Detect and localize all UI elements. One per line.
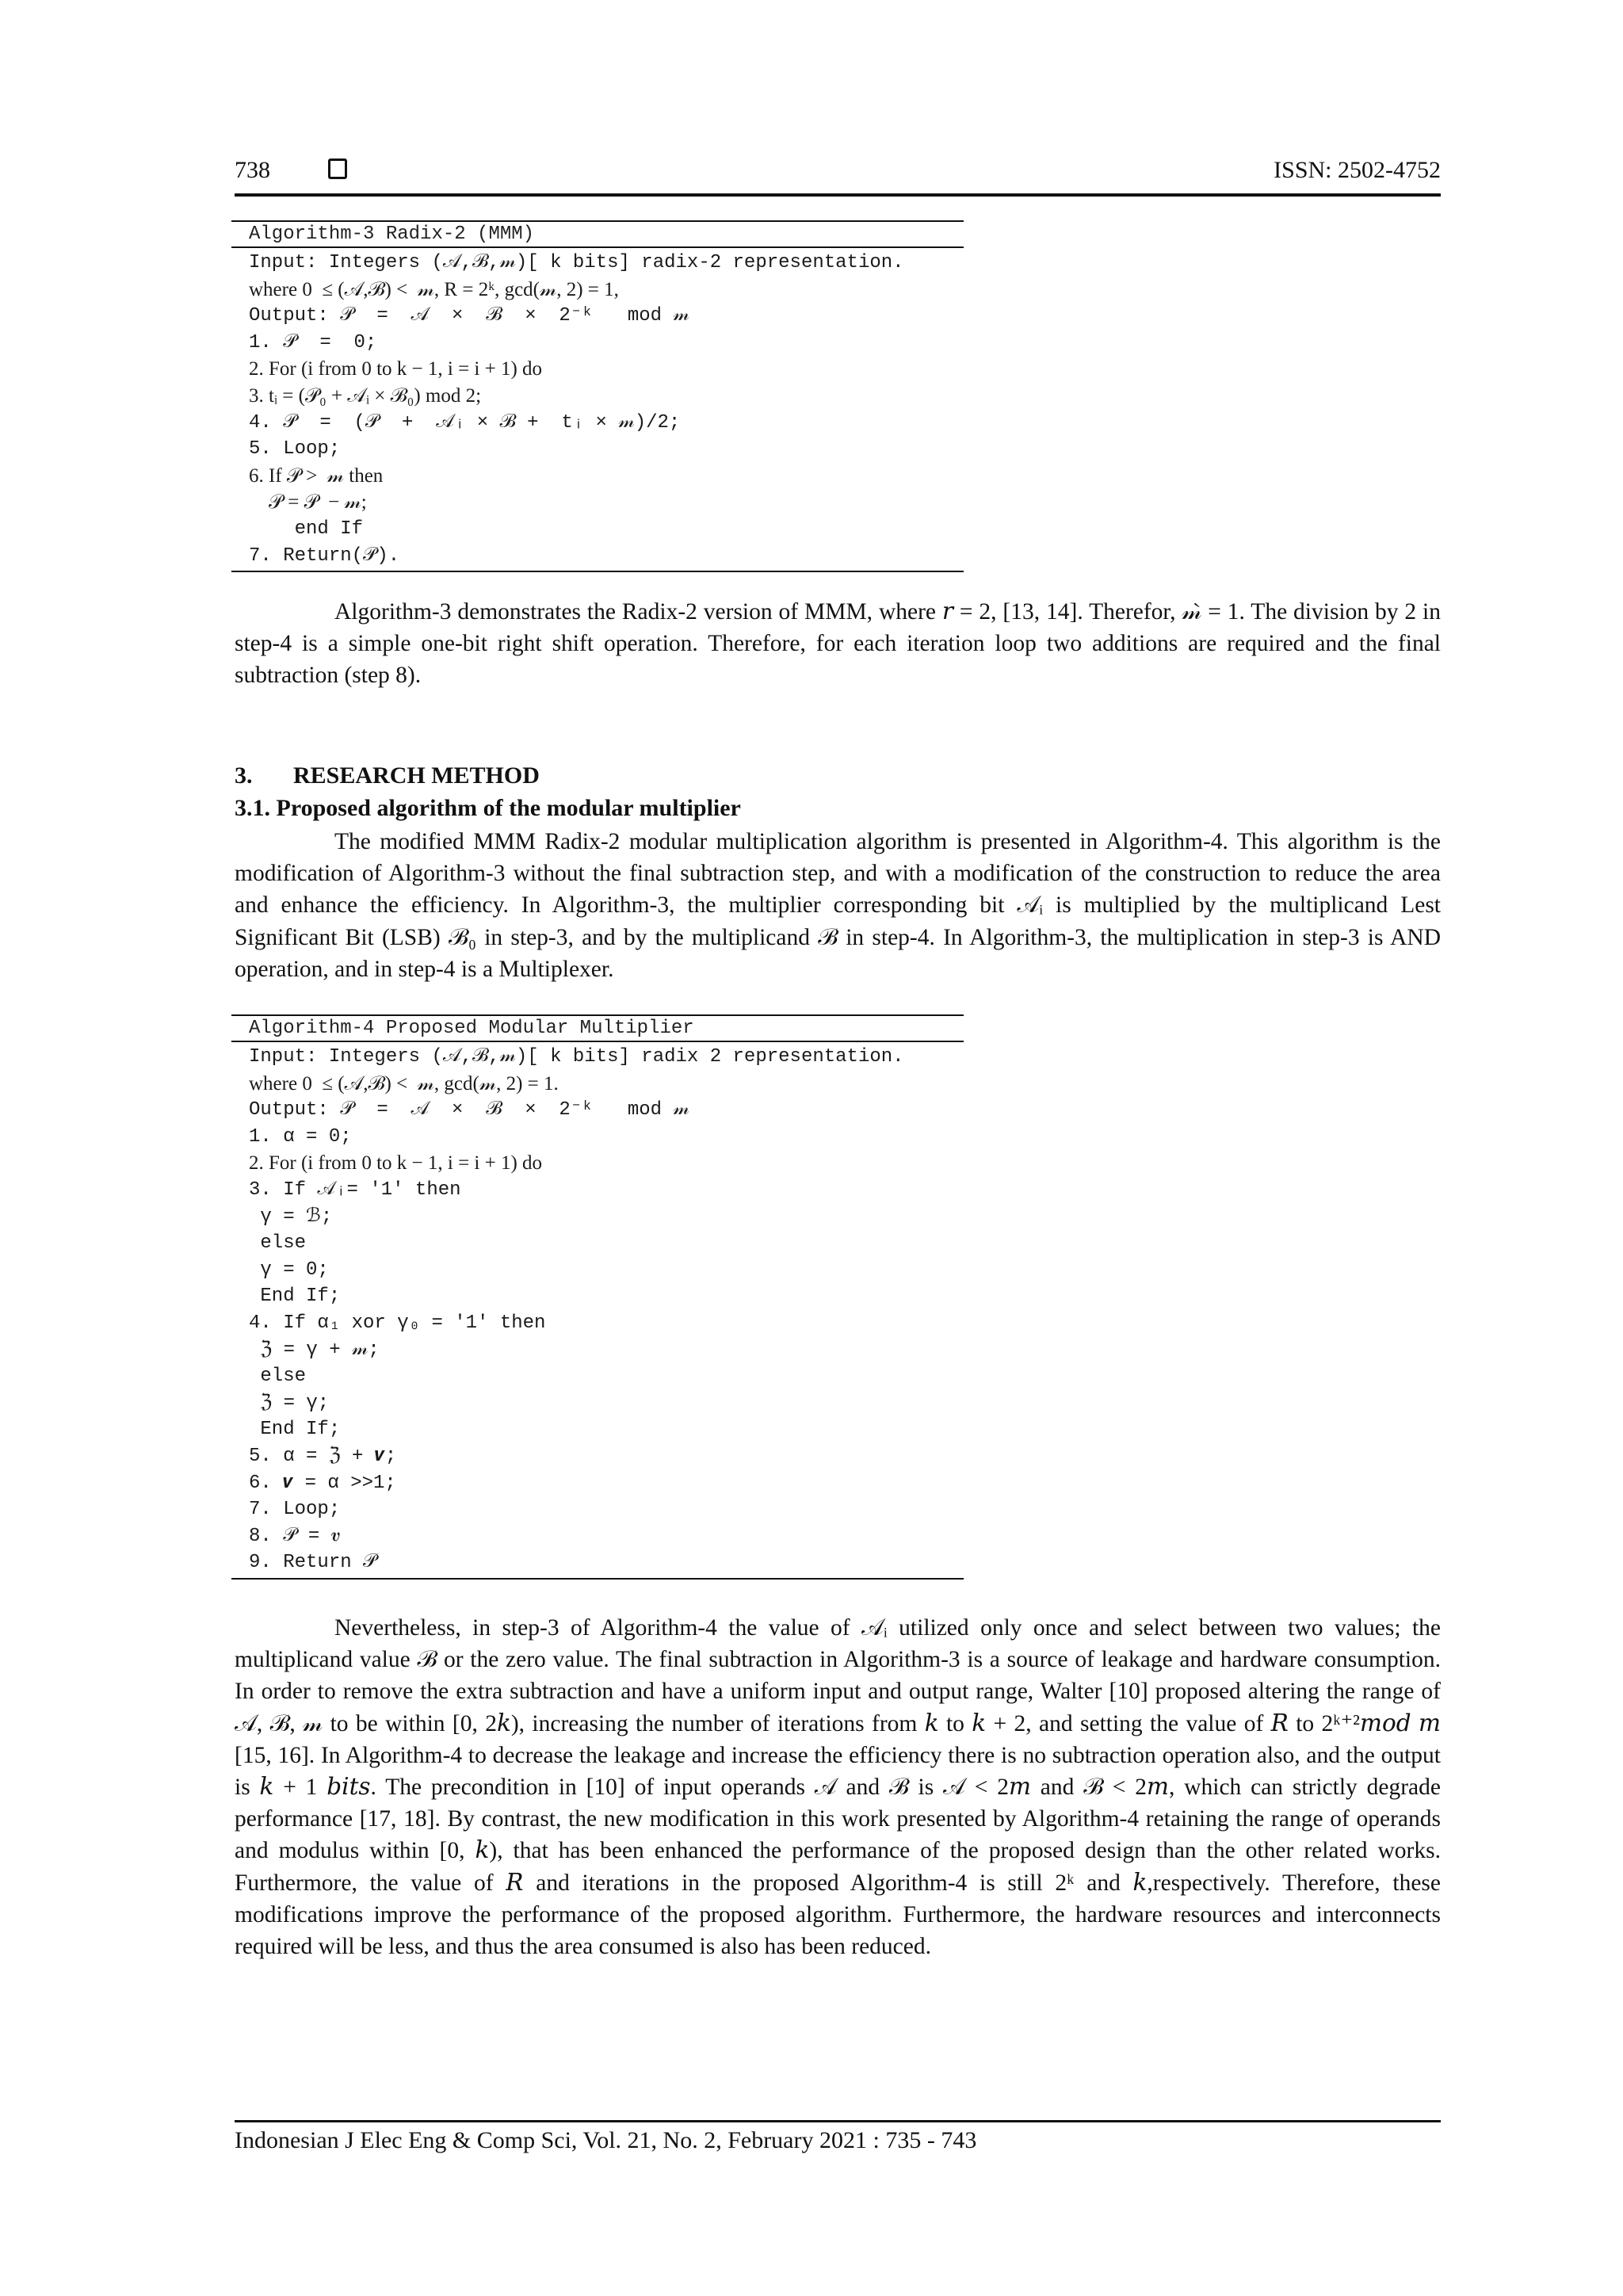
algorithm-3-body xyxy=(231,248,964,572)
algorithm-4-line: 3. If 𝒜ᵢ= '1' then xyxy=(249,1179,461,1201)
algorithm-3-line: 5. Loop; xyxy=(249,438,341,460)
algorithm-4-line: else xyxy=(249,1232,307,1255)
algorithm-3-line: end If xyxy=(249,518,364,540)
algorithm-4-line: Input: Integers (𝒜,ℬ,𝓂)[ k bits] radix 2 representation. xyxy=(249,1046,904,1068)
algorithm-4-line: End If; xyxy=(249,1419,341,1441)
paragraph-text: Nevertheless, in step-3 of Algorithm-4 the value of 𝒜ᵢ utilized only once and select between two values; the multiplicand value ℬ or the zero value. The final subtraction in Algorithm-3 is a source of leakage and hardware consumption. In order to remove the extra subtraction and have a uniform input and output range, Walter [10] proposed altering the range of 𝒜, ℬ, 𝓂 to be within [0, 2𝑘), increasing the number of iterations from 𝑘 to 𝑘 + 2, and setting the value of 𝑅 to 2ᵏ⁺²𝑚𝑜𝑑 𝑚 [15, 16]. In Algorithm-4 to decrease the leakage and increase the efficiency there is no subtraction operation also, and the output is 𝑘 + 1 𝑏𝑖𝑡𝑠. The precondition in [10] of input operands 𝒜 and ℬ is 𝒜 < 2𝑚 and ℬ < 2𝑚, which can strictly degrade performance [17, 18]. By contrast, the new modification in this work presented by Algorithm-4 retaining the range of operands and modulus within [0, 𝑘), that has been enhanced the performance of the proposed design than the other related works. Furthermore, the value of 𝑅 and iterations in the proposed Algorithm-4 is still 2ᵏ and 𝑘,respectively. Therefore, these modifications improve the performance of the proposed algorithm. Furthermore, the hardware resources and interconnects required will be less, and thus the area consumed is also has been reduced. xyxy=(235,1615,1441,1960)
section-heading xyxy=(235,762,540,789)
algorithm-4-line: 8. 𝒫 = 𝒗 xyxy=(249,1525,340,1547)
footer-rule xyxy=(235,2120,1441,2122)
page-number: 738 xyxy=(235,157,270,183)
algorithm-4-line: 2. For (i from 0 to k − 1, i = i + 1) do xyxy=(249,1152,543,1175)
section-number: 3. xyxy=(235,762,253,789)
algorithm-3-line: 4. 𝒫 = (𝒫 + 𝒜ᵢ × ℬ + tᵢ × 𝓂)/2; xyxy=(249,411,681,434)
algorithm-4-box xyxy=(231,1014,964,1580)
algorithm-4-line: 1. α = 0; xyxy=(249,1125,352,1148)
paragraph xyxy=(235,1612,1441,1962)
algorithm-4-line: 7. Loop; xyxy=(249,1499,341,1521)
paragraph-text: The modified MMM Radix-2 modular multiplication algorithm is presented in Algorithm-4. This algorithm is the modification of Algorithm-3 without the final subtraction step, and with a modification of the construction to reduce the area and enhance the efficiency. In Algorithm-3, the multiplier corresponding bit 𝒜ᵢ is multiplied by the multiplicand Lest Significant Bit (LSB) ℬ₀ in step-3, and by the multiplicand ℬ in step-4. In Algorithm-3, the multiplication in step-3 is AND operation, and in step-4 is a Multiplexer. xyxy=(235,829,1441,982)
section-title: RESEARCH METHOD xyxy=(293,762,540,789)
algorithm-3-line: Input: Integers (𝒜,ℬ,𝓂)[ k bits] radix-2 representation. xyxy=(249,252,904,273)
algorithm-3-line: 3. tᵢ = (𝒫₀ + 𝒜ᵢ × ℬ₀) mod 2; xyxy=(249,384,482,407)
algorithm-4-body xyxy=(231,1042,964,1580)
algorithm-3-line: 1. 𝒫 = 0; xyxy=(249,331,377,353)
paragraph xyxy=(235,596,1441,692)
algorithm-4-line: 6. 𝒗 = α >>1; xyxy=(249,1472,396,1494)
algorithm-3-line: 𝒫 = 𝒫 − 𝓂; xyxy=(249,491,367,514)
square-icon xyxy=(328,159,347,179)
algorithm-4-line: where 0 ≤ (𝒜,ℬ) < 𝓂, gcd(𝓂, 2) = 1. xyxy=(249,1072,559,1095)
algorithm-4-line: else xyxy=(249,1366,307,1388)
algorithm-4-line: Output: 𝒫 = 𝒜 × ℬ × 2⁻ᵏ mod 𝓂 xyxy=(249,1099,689,1121)
algorithm-3-box xyxy=(231,220,964,572)
paragraph-text: Algorithm-3 demonstrates the Radix-2 version of MMM, where 𝑟 = 2, [13, 14]. Therefor, 𝓂̀ = 1. The division by 2 in step-4 is a simple one-bit right shift operation. Therefore, for each iteration loop two additions are required and the final subtraction (step 8). xyxy=(235,599,1441,689)
footer-citation: Indonesian J Elec Eng & Comp Sci, Vol. 21, No. 2, February 2021 : 735 - 743 xyxy=(235,2127,977,2153)
algorithm-4-line: 4. If α₁ xor γ₀ = '1' then xyxy=(249,1312,546,1334)
algorithm-4-line: ℨ = γ + 𝓂; xyxy=(249,1339,380,1361)
algorithm-3-line: 2. For (i from 0 to k − 1, i = i + 1) do xyxy=(249,358,543,380)
algorithm-3-line: 7. Return(𝒫). xyxy=(249,544,400,567)
algorithm-4-line: 5. α = ℨ + 𝒗; xyxy=(249,1445,397,1467)
algorithm-3-line: 6. If 𝒫 > 𝓂 then xyxy=(249,464,384,487)
algorithm-4-line: ℨ = γ; xyxy=(249,1392,330,1414)
algorithm-3-title: Algorithm-3 Radix-2 (MMM) xyxy=(231,220,964,248)
algorithm-4-line: γ = 0; xyxy=(249,1259,329,1281)
algorithm-4-line: 9. Return 𝒫 xyxy=(249,1552,377,1574)
algorithm-4-line: End If; xyxy=(249,1286,341,1308)
issn: ISSN: 2502-4752 xyxy=(1274,157,1441,183)
algorithm-4-title: Algorithm-4 Proposed Modular Multiplier xyxy=(231,1014,964,1042)
algorithm-4-line: γ = ℬ; xyxy=(249,1205,333,1228)
algorithm-3-line: Output: 𝒫 = 𝒜 × ℬ × 2⁻ᵏ mod 𝓂 xyxy=(249,305,689,327)
subsection-heading: 3.1. Proposed algorithm of the modular multiplier xyxy=(235,795,741,821)
algorithm-3-line: where 0 ≤ (𝒜,ℬ) < 𝓂, R = 2ᵏ, gcd(𝓂, 2) = 1, xyxy=(249,278,619,300)
header-rule xyxy=(235,193,1441,197)
paragraph xyxy=(235,826,1441,985)
